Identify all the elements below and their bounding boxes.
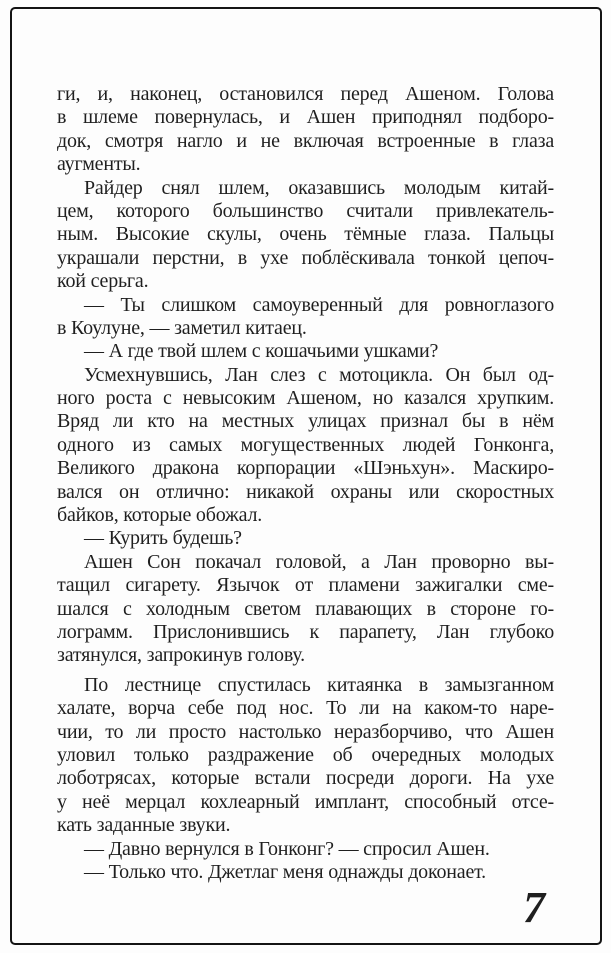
paragraph — [57, 861, 554, 884]
text-line: — А где твой шлем с кошачьими ушками? — [84, 340, 439, 363]
text-line: украшали перстни, в ухе поблёскивала тонкой цепоч- — [57, 246, 554, 269]
paragraph — [57, 838, 554, 861]
text-line: Вряд ли кто на местных улицах признал бы в нём — [57, 410, 554, 433]
paragraph — [57, 294, 554, 341]
paragraph — [57, 364, 554, 528]
text-line: одного из самых могущественных людей Гонконга, — [57, 433, 554, 456]
page-number: 7 — [523, 883, 545, 932]
text-line: халате, ворча себе под нос. То ли на каком-то наре- — [57, 697, 554, 720]
text-line: уловил только раздражение об очередных молодых — [57, 743, 554, 766]
text-line: чии, то ли просто настолько неразборчиво, что Ашен — [57, 720, 554, 743]
text-line: в шлеме повернулась, и Ашен приподнял подборо- — [57, 106, 554, 129]
text-line: ного роста с невысоким Ашеном, но казался хрупким. — [57, 387, 554, 410]
text-line: аугменты. — [57, 153, 141, 176]
paragraph — [57, 177, 554, 294]
text-block — [57, 83, 554, 884]
paragraph — [57, 527, 554, 550]
text-line: лограмм. Прислонившись к парапету, Лан глубоко — [57, 620, 554, 643]
text-line: вался он отлично: никакой охраны или скоростных — [57, 480, 554, 503]
text-line: ным. Высокие скулы, очень тёмные глаза. Пальцы — [57, 223, 554, 246]
paragraph — [57, 340, 554, 363]
paragraph — [57, 674, 554, 838]
text-line: По лестнице спустилась китаянка в замызганном — [84, 673, 554, 696]
text-line: у неё мерцал кохлеарный имплант, способный отсе- — [57, 790, 554, 813]
text-line: лоботрясах, которые встали посреди дороги. На ухе — [57, 767, 554, 790]
text-line: — Давно вернулся в Гонконг? — спросил Ашен. — [84, 837, 490, 860]
text-line: кой серьга. — [57, 270, 149, 293]
text-line: Усмехнувшись, Лан слез с мотоцикла. Он был од- — [84, 363, 554, 386]
text-line: кать заданные звуки. — [57, 814, 231, 837]
text-line: шался с холодным светом плавающих в стороне го- — [57, 597, 554, 620]
text-line: тащил сигарету. Язычок от пламени зажигалки сме- — [57, 574, 554, 597]
text-line: — Курить будешь? — [84, 527, 242, 550]
text-line: ги, и, наконец, остановился перед Ашеном. Голова — [57, 83, 554, 105]
paragraph — [57, 83, 554, 177]
text-line: затянулся, запрокинув голову. — [57, 644, 305, 667]
text-line: — Ты слишком самоуверенный для ровноглазого — [84, 293, 554, 316]
paragraph — [57, 551, 554, 668]
text-line: Ашен Сон покачал головой, а Лан проворно вы- — [84, 550, 554, 573]
text-line: — Только что. Джетлаг меня однажды доконает. — [84, 860, 486, 883]
text-line: док, смотря нагло и не включая встроенные в глаза — [57, 129, 554, 152]
text-line: цем, которого большинство считали привлекатель- — [57, 199, 554, 222]
text-line: Райдер снял шлем, оказавшись молодым китай- — [84, 176, 554, 199]
text-line: Великого дракона корпорации «Шэньхун». Маскиро- — [57, 457, 554, 480]
text-line: в Коулуне, — заметил китаец. — [57, 316, 307, 339]
text-line: байков, которые обожал. — [57, 504, 263, 527]
